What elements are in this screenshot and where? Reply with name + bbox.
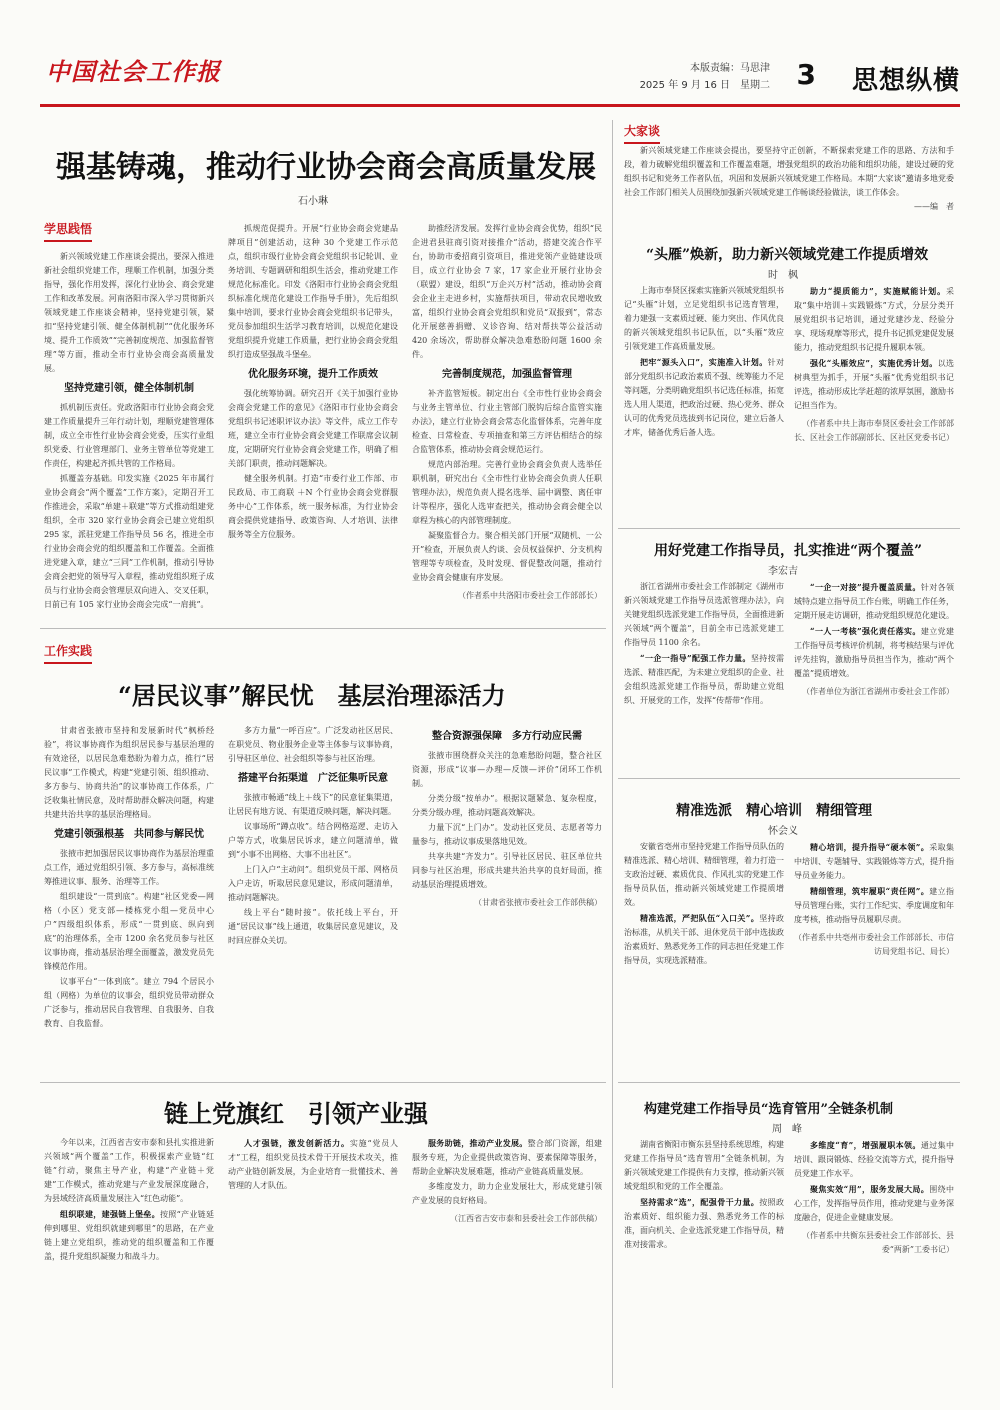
article4-para-c-text: 采取集中培训、专题辅导、实践锻炼等方式，提升指导员业务能力。 bbox=[794, 843, 954, 880]
article7-column-3 bbox=[412, 1136, 602, 1388]
article3-headline: 用好党建工作指导员，扎实推进“两个覆盖” bbox=[654, 543, 923, 559]
dajia-intro-box bbox=[624, 144, 954, 234]
divider-article4-bottom bbox=[618, 1082, 960, 1083]
article6-para-11: 力量下沉“上门办”。发动社区党员、志愿者等力量参与，推动议事成果落地见效。 bbox=[412, 823, 602, 846]
article2-para-d-text: 以选树典型为抓手，开展“头雁”优秀党组织书记评选，推动形成比学赶超的浓厚氛围，激励书记担当作为。 bbox=[794, 359, 954, 410]
article7-column-2 bbox=[228, 1136, 398, 1388]
article7-intro: 今年以来，江西省吉安市泰和县扎实推进新兴领域“两个覆盖”工作，积极探索产业链“红链”行动，聚焦主导产业，构建“产业链＋党建”工作模式，推动党建与产业发展深度融合，为县域经济高质量发展注入“红色动能”。 bbox=[44, 1138, 214, 1203]
article4-footnote: （作者系中共亳州市委社会工作部部长、市信访局党组书记、局长） bbox=[794, 933, 954, 956]
article4-author: 怀会义 bbox=[768, 826, 798, 837]
article7-subhead-2: 人才强链，激发创新活力。 bbox=[244, 1138, 350, 1148]
article5-footnote: （作者系中共衡东县委社会工作部部长、县委“两新”工委书记） bbox=[802, 1231, 954, 1254]
article7-para-2 bbox=[228, 1136, 398, 1193]
article7-subhead-1: 组织联建，建强链上堡垒。 bbox=[60, 1209, 160, 1219]
article2-para-b-text: 针对部分党组织书记政治素质不强、统筹能力不足等问题，分类明确党组织书记选任标准，拓宽选人用人渠道，把政治过硬、热心党务、群众认可的优秀党员选拔到书记岗位，建立后备人才库，储备优秀后备人选。 bbox=[624, 358, 784, 437]
article3-column-1 bbox=[624, 580, 784, 774]
article1-column-2 bbox=[228, 222, 398, 620]
article7-para-3-text: 整合部门资源，组建服务专班，为企业提供政策咨询、要素保障等服务，帮助企业解决发展难题，推动产业链高质量发展。 bbox=[412, 1139, 602, 1176]
article2-subhead-3: 强化“头雁效应”，实施优秀计划。 bbox=[810, 358, 938, 368]
article5-subhead-1: 坚持需求“选”，配强骨干力量。 bbox=[640, 1197, 760, 1207]
article6-subhead-2: 搭建平台拓渠道 广泛征集听民意 bbox=[238, 773, 388, 784]
article1-para-8: 规范内部治理。完善行业协会商会负责人选举任职机制，研究出台《全市性行业协会商会负责人任职管理办法》，规范负责人提名选举、届中调整、离任审计等程序，强化人选审查把关，推动协会商会健全以章程为核心的内部管理制度。 bbox=[412, 460, 602, 525]
editor-info bbox=[640, 60, 770, 94]
article3-para-c-text: 针对各领域特点建立指导员工作台账，明确工作任务，定期开展走访调研，推动党组织规范化建设。 bbox=[794, 583, 954, 620]
article3-subhead-1: “一企一指导”配强工作力量。 bbox=[640, 653, 751, 663]
article6-para-6: 议事场所“蹲点收”。结合网格巡逻、走访入户等方式，收集居民诉求，建立问题清单，做到“小事不出网格、大事不出社区”。 bbox=[228, 822, 398, 859]
article6-headline: “居民议事”解民忧 基层治理添活力 bbox=[118, 681, 506, 710]
article5-para-d-text: 围绕中心工作，发挥指导员作用，推动党建与业务深度融合，促进企业健康发展。 bbox=[794, 1185, 954, 1222]
article7-headline: 链上党旗红 引领产业强 bbox=[164, 1099, 428, 1128]
article1-para-6: 助推经济发展。发挥行业协会商会优势，组织“民企进君县驻商引资对接推介”活动，搭建交流合作平台，协助市委招商引资项目，推进党领产业链建设项目，成立行业协会 7 家，17 家企业开展行业协会（联盟）建设，组织“万企兴万村”活动，推动协会商会企业主走进乡村，实施帮扶项目，带动农民增收致富，组织行业协会商会党组织和党员“双报到”，常态化开展慈善捐赠、义诊咨询、结对帮扶等公益活动 420 余场次，帮助群众解决急难愁盼问题 1600 余件。 bbox=[412, 224, 602, 359]
article1-subhead-3: 完善制度规范，加强监督管理 bbox=[442, 369, 572, 380]
divider-article3-bottom bbox=[618, 778, 960, 779]
article4-para-b bbox=[624, 911, 784, 968]
dajia-section-tag: 大家谈 bbox=[624, 122, 660, 144]
article1-footnote: （作者系中共洛阳市委社会工作部部长） bbox=[458, 591, 602, 600]
article6-para-1: 张掖市把加强居民议事协商作为基层治理重点工作，通过党组织引领、多方参与，高标准统筹推进议事、服务、治理等工作。 bbox=[44, 849, 214, 886]
article5-para-b bbox=[624, 1195, 784, 1252]
article2-para-d bbox=[794, 356, 954, 413]
article5-para-d bbox=[794, 1182, 954, 1225]
article1-headline: 强基铸魂，推动行业协会商会高质量发展 bbox=[56, 150, 596, 185]
dajia-editor-note: ——编 者 bbox=[914, 202, 954, 211]
divider-right-column bbox=[612, 120, 613, 1388]
article1-para-3: 抓规范促提升。开展“行业协会商会党建品牌项目”创建活动，这种 30 个党建工作示范点，组织市级行业协会商会党组织书记轮训、业务培训、专题调研和组织生活会，推动党建工作规范化标准化。印发《洛阳市行业协会商会党组织标准化规范化建设工作指导手册》，先后组织集中培训，要求行业协会商会党组织书记带头，党员参加组织生活学习教育培训，以规范化建设党组织提升党建工作质量，把行业协会商会党组织打造成坚强战斗堡垒。 bbox=[228, 224, 398, 359]
article6-column-1 bbox=[44, 724, 214, 1076]
article7-para-4: 多维度发力，助力企业发展壮大，形成党建引领产业发展的良好格局。 bbox=[412, 1182, 602, 1205]
article3-para-c bbox=[794, 580, 954, 623]
article2-headline: “头雁”焕新，助力新兴领域党建工作提质增效 bbox=[646, 247, 929, 263]
article1-para-4: 强化统筹协调。研究召开《关于加强行业协会商会党建工作的意见》《洛阳市行业协会商会党组织书记述职评议办法》等文件，成立工作专班，建立全市行业协会商会党建工作联席会议制度，定期研究行业协会商会党建工作，明确了相关部门职责，推动问题解决。 bbox=[228, 389, 398, 468]
article2-author: 时 枫 bbox=[768, 270, 798, 281]
article1-subhead-2: 优化服务环境，提升工作质效 bbox=[248, 369, 378, 380]
newspaper-logo: 中国社会工作报 bbox=[46, 57, 221, 86]
article2-column-1 bbox=[624, 284, 784, 522]
article3-column-2 bbox=[794, 580, 954, 774]
article2-subhead-2: 助力“提质能力”，实施赋能计划。 bbox=[810, 286, 946, 296]
article2-para-c bbox=[794, 284, 954, 355]
article3-para-b bbox=[624, 651, 784, 708]
article7-para-1-text: 按照“产业链延伸到哪里、党组织就建到哪里”的思路，在产业链上建立党组织，推动党的组织覆盖和工作覆盖，提升党组织凝聚力和战斗力。 bbox=[44, 1210, 214, 1261]
article4-para-a: 安徽省亳州市坚持党建工作指导员队伍的精准选派、精心培训、精细管理，着力打造一支政治过硬、素质优良、作风扎实的党建工作指导员队伍，推动新兴领域党建工作提质增效。 bbox=[624, 842, 784, 907]
article2-footnote: （作者系中共上海市奉贤区委社会工作部部长、区社会工作部副部长、区社区党委书记） bbox=[794, 419, 954, 442]
article1-para-7: 补齐监管短板。制定出台《全市性行业协会商会与业务主管单位、行业主管部门脱钩后综合监管实施办法》，建立行业协会商会常态化监督体系，完善年度检查、日常检查、专项抽查和第三方评估相结合的综合监管体系，推动协会商会规范运行。 bbox=[412, 389, 602, 454]
article1-intro: 新兴领域党建工作座谈会提出，要深入推进新社会组织党建工作，理顺工作机制，加强分类指导，强化作用发挥，深化行业协会、商会党建工作和改革发展。河南洛阳市深入学习贯彻新兴领域党建工作座谈会精神，坚持党建引领，紧扣“坚持党建引领、健全体制机制”“优化服务环境、提升工作质效”“完善制度规范、加强监督管理”等方面，推动全市行业协会商会高质量发展。 bbox=[44, 252, 214, 373]
article4-column-1 bbox=[624, 840, 784, 1076]
date-line: 2025 年 9 月 16 日 星期二 bbox=[639, 80, 770, 91]
article1-para-5: 健全服务机制。打造“市委行业工作部、市民政局、市工商联 ＋N 个行业协会商会党群服务中心”工作体系，统一服务标准，为行业协会商会提供党建指导、政策咨询、人才培训、法律服务等全方位服务。 bbox=[228, 474, 398, 539]
article6-para-2: 组织建设“一贯到底”。构建“社区党委—网格（小区）党支部—楼栋党小组—党员中心户”四级组织体系，形成“一贯到底、纵向到底”的治理体系，全市 1200 余名党员参与社区议事协商，推动基层治理全面覆盖，激发党员先锋模范作用。 bbox=[44, 892, 214, 971]
article6-para-9: 张掖市围绕群众关注的急难愁盼问题，整合社区资源，形成“议事—办理—反馈—评价”闭环工作机制。 bbox=[412, 751, 602, 788]
page-number: 3 bbox=[796, 58, 816, 91]
article5-para-c-text: 通过集中培训、跟岗锻炼、经验交流等方式，提升指导员党建工作水平。 bbox=[794, 1141, 954, 1178]
masthead-rule bbox=[40, 104, 960, 107]
article1-para-2: 抓覆盖夯基础。印发实施《2025 年市属行业协会商会“两个覆盖”工作方案》，定期召开工作推进会，采取“单建＋联建”等方式推动组建党组织，全市 320 家行业协会商会已建立党组织 295 家，派驻党建工作指导员 56 名，推进全市行业协会商会党的组织覆盖和工作覆盖。全面推进党建入章，建立“三同”工作机制，推动引导协会商会把党的领导写入章程，推动党组织班子成员与行业协会商会管理层双向进入、交叉任职，日前已有 105 家行业协会商会完成“一肩挑”。 bbox=[44, 474, 214, 609]
article5-headline: 构建党建工作指导员“选育管用”全链条机制 bbox=[644, 1102, 893, 1117]
article5-column-1 bbox=[624, 1138, 784, 1388]
article6-intro: 甘肃省张掖市坚持和发展新时代“枫桥经验”，将议事协商作为组织居民参与基层治理的有效途径，以居民急难愁盼为着力点，推行“居民议事”工作模式，构建“党建引领、组织推动、多方参与、协商共治”的议事协商工作体系，广泛收集社情民意，及时帮助群众解决问题，构建共建共治共享的基层治理格局。 bbox=[44, 726, 214, 819]
article5-para-b-text: 按照政治素质好、组织能力强、熟悉党务工作的标准，面向机关、企业选派党建工作指导员，精准对接需求。 bbox=[624, 1198, 784, 1249]
divider-article1-bottom bbox=[40, 628, 606, 629]
masthead bbox=[40, 46, 960, 106]
article4-headline: 精准选派 精心培训 精细管理 bbox=[676, 803, 872, 819]
article6-subhead-3: 整合资源强保障 多方行动应民需 bbox=[432, 731, 582, 742]
article7-column-1 bbox=[44, 1136, 214, 1388]
article6-para-3: 议事平台“一体到底”。建立 794 个居民小组（网格）为单位的议事会，组织党员带动群众广泛参与，推动居民自我管理、自我服务、自我教育、自我监督。 bbox=[44, 977, 214, 1028]
article6-para-5: 张掖市畅通“线上＋线下”的民意征集渠道，让居民有地方说、有渠道反映问题，解决问题。 bbox=[228, 793, 398, 816]
article5-column-2 bbox=[794, 1138, 954, 1388]
article6-subhead-1: 党建引领强根基 共同参与解民忧 bbox=[54, 829, 204, 840]
article4-para-b-text: 坚持政治标准，从机关干部、退休党员干部中选拔政治素质好、熟悉党务工作的同志担任党建工作指导员，实现选派精准。 bbox=[624, 914, 784, 965]
article6-para-12: 共享共建“齐发力”。引导社区居民、驻区单位共同参与社区治理，形成共建共治共享的良好局面，推动基层治理提质增效。 bbox=[412, 852, 602, 889]
article4-para-d-text: 建立指导员管理台账，实行工作纪实、季度调度和年度考核，推动指导员履职尽责。 bbox=[794, 887, 954, 924]
article3-author: 李宏吉 bbox=[768, 566, 798, 577]
article6-para-10: 分类分级“按单办”。根据议题紧急、复杂程度，分类分级办理，推动问题高效解决。 bbox=[412, 794, 602, 817]
article1-para-1: 抓机制压责任。党政洛阳市行业协会商会党建工作质量提升三年行动计划，理顺党建管理体制，成立全市性行业协会商会党委，压实行业组织党委、行业管理部门、业务主管单位等党建工作责任，构建起齐抓共管的工作格局。 bbox=[44, 403, 214, 468]
article4-para-d bbox=[794, 884, 954, 927]
article6-column-3 bbox=[412, 724, 602, 1076]
article2-para-b bbox=[624, 355, 784, 440]
article4-subhead-2: 精心培训，提升指导“硬本领”。 bbox=[810, 842, 930, 852]
article1-column-1 bbox=[44, 250, 214, 620]
article3-para-d-text: 建立党建工作指导员考核评价机制，将考核结果与评优评先挂钩，激励指导员担当作为，推动“两个覆盖”提质增效。 bbox=[794, 627, 954, 678]
article3-subhead-2: “一企一对接”提升覆盖质量。 bbox=[810, 582, 921, 592]
article7-subhead-3: 服务助链，推动产业发展。 bbox=[428, 1138, 528, 1148]
article3-subhead-3: “一人一考核”强化责任落实。 bbox=[810, 626, 921, 636]
article4-para-c bbox=[794, 840, 954, 883]
article1-column-3 bbox=[412, 222, 602, 622]
article7-para-3 bbox=[412, 1136, 602, 1179]
article5-author: 周 峰 bbox=[772, 1124, 802, 1135]
editor-label: 本版责编：马思津 bbox=[690, 63, 770, 74]
article7-para-1 bbox=[44, 1207, 214, 1264]
article3-para-d bbox=[794, 624, 954, 681]
divider-article6-bottom bbox=[40, 1082, 606, 1083]
article2-para-a: 上海市奉贤区探索实施新兴领域党组织书记“头雁”计划，立足党组织书记选育管理，着力建强一支素质过硬、能力突出、作风优良的新兴领域党组织书记队伍，以“头雁”效应引领党建工作高质量发展。 bbox=[624, 286, 784, 351]
article6-para-7: 上门入户“主动问”。组织党员干部、网格员入户走访，听取居民意见建议，形成问题清单，推动问题解决。 bbox=[228, 865, 398, 902]
article2-column-2 bbox=[794, 284, 954, 522]
article3-footnote: （作者单位为浙江省湖州市委社会工作部） bbox=[802, 687, 954, 696]
article6-section-tag: 工作实践 bbox=[44, 642, 92, 664]
article2-subhead-1: 把牢“源头入口”，实施准入计划。 bbox=[640, 357, 768, 367]
dajia-intro: 新兴领域党建工作座谈会提出，要坚持守正创新，不断探索党建工作的思路、方法和手段，着力破解党组织覆盖和工作覆盖难题，增强党组织的政治功能和组织功能，建设过硬的党组织书记和党务工作者队伍，巩固和发展新兴领域党建工作格局。本期“大家谈”邀请多地党委社会工作部门相关人员围绕加强新兴领域党建工作畅谈经验做法，谈工作体会。 bbox=[624, 146, 954, 197]
article5-subhead-3: 聚焦实效“用”，服务发展大局。 bbox=[810, 1184, 930, 1194]
article6-column-2 bbox=[228, 724, 398, 1076]
article6-footnote: （甘肃省张掖市委社会工作部供稿） bbox=[474, 898, 602, 907]
article1-subhead-1: 坚持党建引领，健全体制机制 bbox=[64, 383, 194, 394]
article5-para-a: 湖南省衡阳市衡东县坚持系统思维，构建党建工作指导员“选育管用”全链条机制，为新兴领域党建工作提供有力支撑，推动新兴领域党组织和党的工作全覆盖。 bbox=[624, 1140, 784, 1191]
article1-section-tag: 学思践悟 bbox=[44, 220, 92, 242]
page-section: 思想纵横 bbox=[851, 66, 960, 96]
article5-subhead-2: 多维度“育”，增强履职本领。 bbox=[810, 1140, 921, 1150]
divider-article2-bottom bbox=[618, 528, 960, 529]
article6-para-8: 线上平台“随时接”。依托线上平台，开通“居民议事”线上通道，收集居民意见建议，及时回应群众关切。 bbox=[228, 908, 398, 945]
article3-para-a: 浙江省湖州市委社会工作部制定《湖州市新兴领域党建工作指导员选派管理办法》，向关键党组织选派党建工作指导员，全面推进新兴领域“两个覆盖”，目前全市已选派党建工作指导员 1100 余名。 bbox=[624, 582, 784, 647]
article7-footnote: （江西省吉安市泰和县委社会工作部供稿） bbox=[450, 1214, 602, 1223]
article7-para-2-text: 实施“党员人才”工程，组织党员技术骨干开展技术攻关，推动产业链创新发展，为企业培育一批懂技术、善管理的人才队伍。 bbox=[228, 1139, 398, 1190]
article5-para-c bbox=[794, 1138, 954, 1181]
article1-para-9: 凝聚监督合力。聚合相关部门开展“双随机、一公开”检查，开展负责人约谈、会员权益保护、分支机构管理等专项检查，及时发现、督促整改问题，推动行业协会商会健康有序发展。 bbox=[412, 531, 602, 582]
article4-column-2 bbox=[794, 840, 954, 1076]
article4-subhead-3: 精细管理，筑牢履职“责任网”。 bbox=[810, 886, 930, 896]
article4-subhead-1: 精准选派，严把队伍“入口关”。 bbox=[640, 913, 760, 923]
article1-author: 石小琳 bbox=[298, 196, 328, 207]
article2-para-c-text: 采取“集中培训＋实践锻炼”方式，分层分类开展党组织书记培训，通过党建沙龙、经验分享、现场观摩等形式，提升书记抓党建促发展能力，推动党组织书记提升履职本领。 bbox=[794, 287, 954, 352]
article6-para-4: 多方力量“一呼百应”。广泛发动社区居民、在职党员、物业服务企业等主体参与议事协商，引导驻区单位、社会组织等参与社区治理。 bbox=[228, 726, 398, 763]
article3-para-b-text: 坚持按需选派、精准匹配，为未建立党组织的企业、社会组织选派党建工作指导员，帮助建立党组织、开展党的工作，发挥“传帮带”作用。 bbox=[624, 654, 784, 705]
